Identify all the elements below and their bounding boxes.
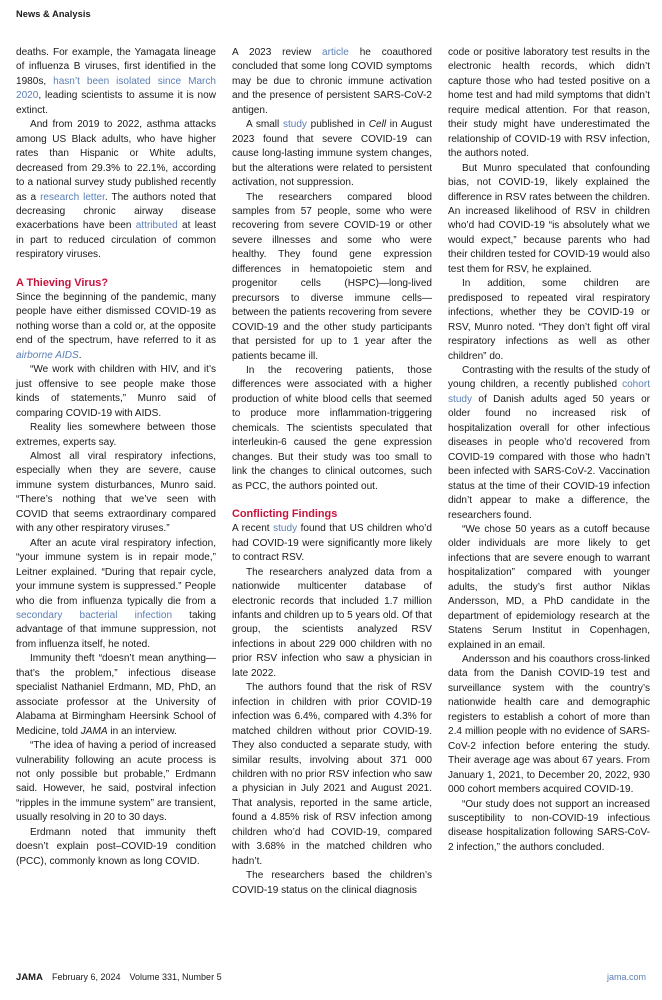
body-paragraph	[16, 46, 216, 118]
text-run: The researchers based the children’s COVID-19 status on the clinical diagnosis	[232, 870, 432, 896]
text-run: .	[78, 349, 82, 361]
body-paragraph	[232, 522, 432, 565]
body-paragraph	[232, 364, 432, 494]
text-run: published in	[306, 119, 369, 131]
body-paragraph	[448, 653, 650, 798]
text-run: Almost all viral respiratory infections, especially when they are severe, cause immune system disturbances, Munro said. “There’s nothing that we’ve seen with COVID that seems extraordinary compared with any other respiratory viruses.”	[16, 450, 216, 535]
text-run: in August 2023 found that severe COVID-19 can cause long-lasting immune system changes, but the alterations were related to persistent activation, not suppression.	[232, 119, 432, 189]
section-heading: A Thieving Virus?	[16, 276, 108, 289]
section-heading: Conflicting Findings	[232, 508, 338, 521]
text-run: . The authors noted that decreasing chronic airway disease exacerbations have been	[16, 191, 216, 232]
inline-reference-link[interactable]: attributed	[135, 220, 178, 232]
inline-reference-link[interactable]: study	[282, 119, 307, 131]
body-paragraph	[16, 826, 216, 869]
body-paragraph	[232, 681, 432, 869]
body-paragraph	[16, 421, 216, 450]
text-run: Andersson and his coauthors cross-linked data from the Danish COVID-19 test and surveillance system with the country’s nationwide health care and demographic registers to establish a cohort of more than 2.4 million people with no evidence of SARS-CoV-2 infection before entering the study. Their average age was about 67 years. From January 1, 2021, to December 20, 2022, 930 000 cohort members acquired COVID-19.	[448, 654, 650, 796]
footer-issue-date: February 6, 2024	[51, 972, 121, 982]
body-paragraph	[232, 191, 432, 364]
italic-term: Cell	[368, 119, 387, 131]
article-columns	[16, 46, 650, 946]
text-run: And from 2019 to 2022, asthma attacks among US Black adults, who have higher rates than Hispanic or White adults, decreased from 29.3% to 22.1%, according to a national survey study published recently as a	[16, 119, 216, 203]
page-footer	[16, 971, 646, 982]
inline-reference-link[interactable]: airborne AIDS	[16, 349, 79, 361]
footer-website-link[interactable]: jama.com	[606, 972, 646, 982]
column-1	[16, 46, 216, 946]
text-run: taking advantage of that immune suppression, not from influenza itself, he noted.	[16, 609, 216, 650]
text-run: Since the beginning of the pandemic, many people have either dismissed COVID-19 as nothing worse than a cold or, at the opposite end of the spectrum, have referred to it as	[16, 292, 216, 347]
body-paragraph	[232, 46, 432, 118]
inline-reference-link[interactable]: study	[273, 523, 298, 535]
footer-citation	[16, 971, 222, 982]
text-run: Contrasting with the results of the study of young children, a recently published	[448, 364, 650, 391]
body-paragraph	[448, 277, 650, 364]
text-run: “We work with children with HIV, and it’s just offensive to see people make those kinds of statements,” Munro said of comparing COVID-19 with AIDS.	[16, 364, 216, 419]
footer-journal-name: JAMA	[16, 971, 43, 982]
body-paragraph	[232, 118, 432, 190]
inline-reference-link[interactable]: research letter	[40, 191, 105, 203]
body-paragraph	[448, 798, 650, 856]
text-run: Reality lies somewhere between those extremes, experts say.	[16, 422, 216, 448]
text-run: After an acute viral respiratory infection, “your immune system is in repair mode,” Leitner explained. “During that repair cycle, your immune system is suppressed.” People who die from influenza typically die from a	[16, 537, 216, 607]
text-run: in an interview.	[107, 725, 177, 737]
text-run: The researchers analyzed data from a nationwide multicenter database of electronic records that included 1.7 million infants and children up to 5 years old. Of that group, the scientists analyzed RSV infections in about 229 000 children with no prior RSV infection who saw a physician in late 2022.	[232, 566, 432, 679]
text-run: A recent	[232, 523, 274, 535]
text-run: The researchers compared blood samples from 57 people, some who were recovering from severe COVID-19 or other severe illnesses and some who were healthy. They found gene expression differences in hematopoietic stem and progenitor cells (HSPC)—long-lived precursors to diverse immune cells—between the patients recovering from severe COVID-19 and the other study participants that persisted for up to 1 year after the patients became ill.	[232, 191, 432, 362]
text-run: Erdmann noted that immunity theft doesn’t explain post–COVID-19 condition (PCC), commonly known as long COVID.	[16, 826, 216, 867]
body-paragraph	[232, 869, 432, 898]
text-run: “Our study does not support an increased susceptibility to non-COVID-19 infectious disease hospitalization following SARS-CoV-2 infection,” the authors concluded.	[448, 798, 650, 853]
body-paragraph	[16, 363, 216, 421]
text-run: he coauthored concluded that some long COVID symptoms may be due to chronic immune activation and the presence of persistent SARS-CoV-2 antigen.	[232, 47, 432, 116]
body-paragraph	[16, 537, 216, 653]
text-run: of Danish adults aged 50 years or older found no increased risk of hospitalization overall for other infectious diseases in people who’d recovered from COVID-19 compared with those who hadn’t been infected with SARS-CoV-2. Vaccination status at the time of their COVID-19 infection didn’t appear to make a difference, the researchers found.	[448, 393, 650, 521]
body-paragraph	[16, 118, 216, 263]
text-run: at least in part to reduced circulation of common respiratory viruses.	[16, 220, 216, 261]
inline-reference-link[interactable]: article	[322, 47, 349, 58]
text-run: found that US children who’d had COVID-19 were significantly more likely to contract RSV.	[232, 523, 432, 564]
text-run: “The idea of having a period of increased vulnerability following an acute process is not only possible but probable,” Erdmann said. However, he said, postviral infection “ripples in the immune system” are transient, usually resolving in 20 to 30 days.	[16, 740, 216, 824]
text-run: code or positive laboratory test results in the electronic health records, which didn’t capture those who had tested positive on a home test and had mild symptoms that didn’t require medical attention. For that reason, their study might have underestimated the relationship of COVID-19 with RSV infection, the authors noted.	[448, 47, 650, 160]
text-run: The authors found that the risk of RSV infection in children with prior COVID-19 infection was 6.4%, compared with 4.3% for matched children without prior COVID-19. They also conducted a separate study, with similar results, involving about 371 000 children with no prior RSV infection who saw a physician in July 2021 and August 2021. That analysis, reported in the same article, found a 4.85% risk of RSV infection among children who’d had COVID-19, compared with 3.68% in the matched children who hadn’t.	[232, 682, 432, 867]
text-run: Immunity theft “doesn’t mean anything—that’s the problem,” infectious disease specialist Nathaniel Erdmann, MD, PhD, an associate professor at the University of Alabama at Birmingham Heersink School of Medicine, told	[16, 653, 216, 737]
inline-reference-link[interactable]: secondary bacterial infection	[16, 609, 173, 621]
italic-term: JAMA	[80, 725, 108, 737]
text-run: deaths. For example, the Yamagata lineage of influenza B viruses, first identified in the 1980s,	[16, 47, 216, 87]
body-paragraph	[448, 364, 650, 523]
text-run: A 2023 review	[232, 47, 323, 58]
text-run: In the recovering patients, those differences were associated with a higher production of white blood cells that seemed to produce more inflammation-triggering chemicals. The scientists speculated that interleukin-6 caused the gene expression changes. But their study was too small to link the changes to clinical outcomes, such as PCC, the authors pointed out.	[232, 364, 432, 492]
text-run: In addition, some children are predisposed to repeated viral respiratory infections, whether they be COVID-19 or RSV, Munro noted. “They don’t fight off viral respiratory infections as well as other children” do.	[448, 278, 650, 362]
body-paragraph	[448, 162, 650, 278]
body-paragraph	[16, 450, 216, 537]
text-run: But Munro speculated that confounding bias, not COVID-19, likely explained the difference in RSV rates between the children. An increased likelihood of RSV in children who’d had COVID-19 “is absolutely what we would expect,” because parents who had their children tested for COVID-19 would also test them for RSV, he explained.	[448, 162, 650, 275]
inline-reference-link[interactable]: cohort study	[448, 379, 650, 405]
text-run: A small	[246, 119, 283, 131]
body-paragraph	[232, 566, 432, 682]
body-paragraph	[448, 523, 650, 653]
running-head: News & Analysis	[16, 9, 91, 19]
footer-volume-number: Volume 331, Number 5	[129, 972, 222, 982]
body-paragraph	[16, 739, 216, 826]
body-paragraph	[16, 291, 216, 363]
column-2	[232, 46, 432, 946]
column-3	[448, 46, 650, 946]
text-run: “We chose 50 years as a cutoff because older individuals are more likely to get infections that are severe enough to warrant hospitalization” compared with younger adults, the study’s first author Niklas Andersson, MD, a PhD candidate in the department of epidemiology research at the Statens Serum Institut in Copenhagen, explained in an email.	[448, 523, 650, 651]
text-run: , leading scientists to assume it is now extinct.	[16, 90, 216, 116]
body-paragraph	[448, 46, 650, 162]
body-paragraph	[16, 652, 216, 739]
inline-reference-link[interactable]: hasn’t been isolated since March 2020	[16, 75, 216, 102]
